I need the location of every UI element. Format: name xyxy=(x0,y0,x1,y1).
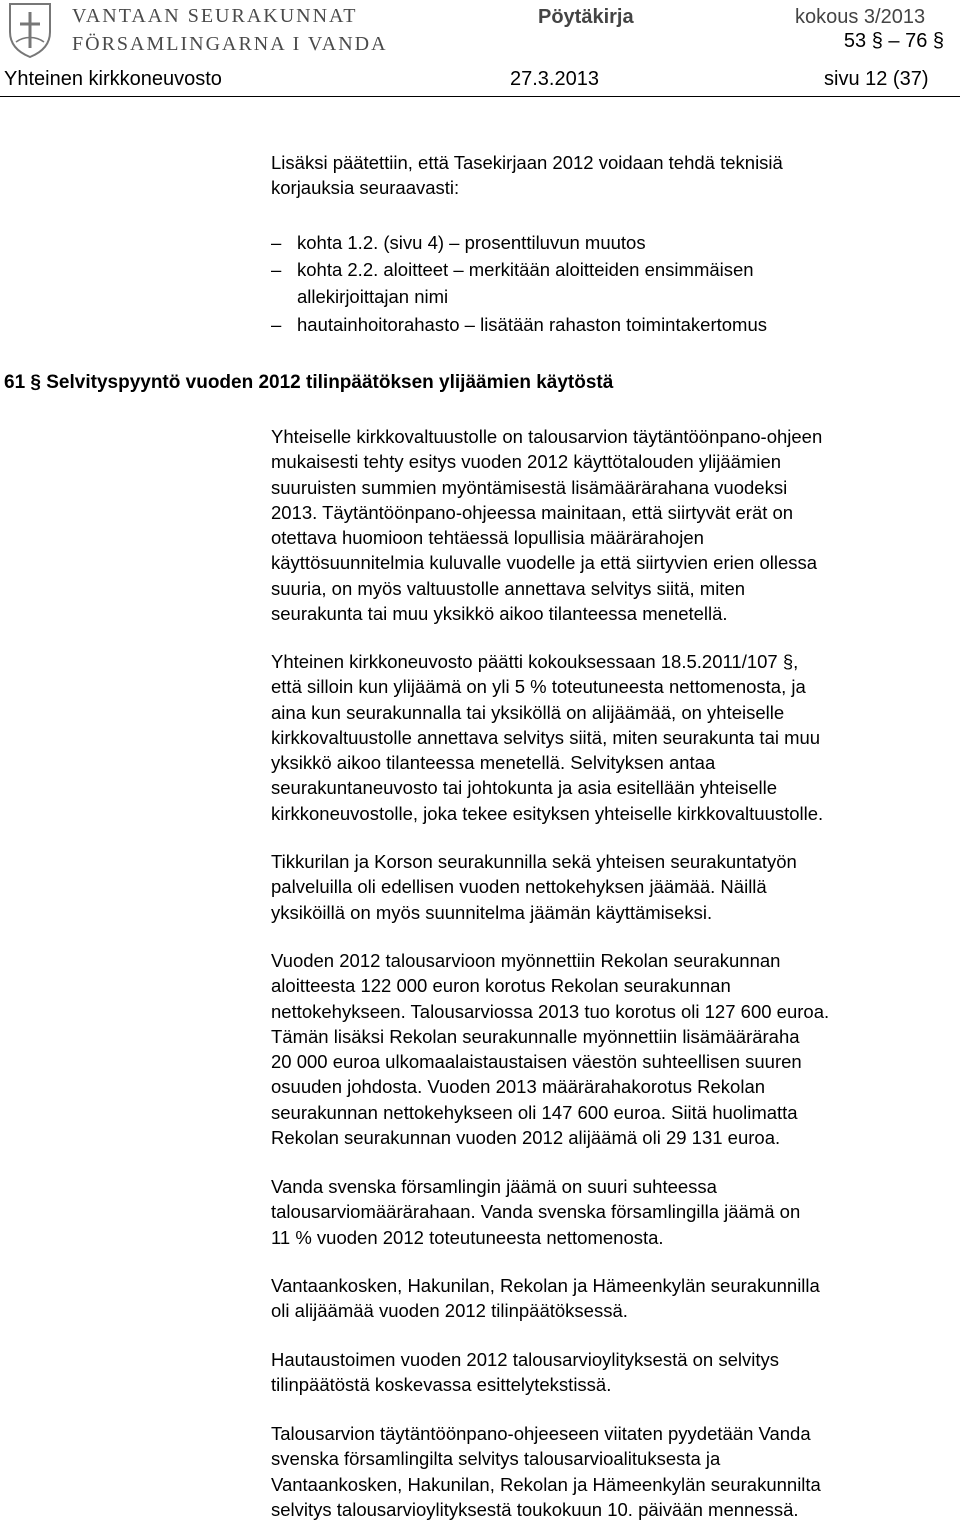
text-line: 20 000 euroa ulkomaalaistaustaisen väestön suhteellisen suuren xyxy=(271,1051,802,1073)
list-dash: – xyxy=(271,314,282,335)
list-dash: – xyxy=(271,232,282,253)
text-line: seurakuntaneuvosto tai johtokunta ja asia esitellään yhteiselle xyxy=(271,777,777,799)
governing-body: Yhteinen kirkkoneuvosto xyxy=(4,68,222,90)
text-line: Rekolan seurakunnan vuoden 2012 alijäämä oli 29 131 euroa. xyxy=(271,1127,781,1149)
list-dash: – xyxy=(271,259,282,280)
list-item-text: kohta 2.2. aloitteet – merkitään aloitteiden ensimmäisen xyxy=(297,259,754,280)
text-line: korjauksia seuraavasti: xyxy=(271,177,460,199)
text-line: kirkkoneuvostolle, joka tekee esityksen yhteiselle kirkkovaltuustolle. xyxy=(271,802,824,824)
section-range: 53 § – 76 § xyxy=(843,30,944,52)
list-item-text: hautainhoitorahasto – lisätään rahaston toimintakertomus xyxy=(297,314,767,335)
text-line: otettava huomioon tehtäessä lopullisia määrärahojen xyxy=(271,527,704,549)
meeting-number: kokous 3/2013 xyxy=(795,6,926,28)
meeting-date: 27.3.2013 xyxy=(510,68,599,90)
text-line: Vantaankosken, Hakunilan, Rekolan ja Hämeenkylän seurakunnilla xyxy=(271,1275,820,1296)
list-item xyxy=(271,230,646,256)
paragraph xyxy=(271,948,951,1150)
text-line: Lisäksi päätettiin, että Tasekirjaan 2012 voidaan tehdä teknisiä xyxy=(271,152,783,173)
text-line: Tämän lisäksi Rekolan seurakunnalle myönnettiin lisämääräraha xyxy=(271,1025,800,1047)
text-line: aloitteesta 122 000 euron korotus Rekolan seurakunnan xyxy=(271,975,731,997)
text-line: Yhteiselle kirkkovaltuustolle on talousarvion täytäntöönpano-ohjeen xyxy=(271,426,823,447)
text-line: seurakunta tai muu yksikkö aikoo tilanteessa menetellä. xyxy=(271,603,728,625)
list-item xyxy=(271,312,767,338)
text-line: Hautaustoimen vuoden 2012 talousarvioylityksestä on selvitys xyxy=(271,1349,780,1370)
list-item xyxy=(271,257,754,283)
text-line: Tikkurilan ja Korson seurakunnilla sekä yhteisen seurakuntatyön xyxy=(271,851,797,872)
text-line: oli alijäämää vuoden 2012 tilinpäätöksessä. xyxy=(271,1300,628,1322)
paragraph xyxy=(271,1421,951,1522)
text-line: mukaisesti tehty esitys vuoden 2012 käyttötalouden ylijäämien xyxy=(271,451,782,473)
text-line: että silloin kun ylijäämä on yli 5 % toteutuneesta nettomenosta, ja xyxy=(271,676,806,698)
paragraph xyxy=(271,649,951,826)
paragraph xyxy=(271,1347,951,1398)
text-line: seurakunnan nettokehykseen oli 147 600 euroa. Siitä huolimatta xyxy=(271,1101,798,1123)
page-number: sivu 12 (37) xyxy=(824,68,929,90)
text-line: Yhteinen kirkkoneuvosto päätti kokouksessaan 18.5.2011/107 §, xyxy=(271,651,799,672)
text-line: Vuoden 2012 talousarvioon myönnettiin Rekolan seurakunnan xyxy=(271,950,781,971)
text-line: yksiköillä on myös suunnitelma jäämän käyttämiseksi. xyxy=(271,901,713,923)
text-line: aina kun seurakunnalla tai yksiköllä on alijäämää, on yhteiselle xyxy=(271,701,785,723)
text-line: nettokehykseen. Talousarviossa 2013 tuo korotus oli 127 600 euroa. xyxy=(271,1000,830,1022)
paragraph xyxy=(271,1273,951,1324)
org-name-finnish: VANTAAN SEURAKUNNAT xyxy=(72,5,358,27)
list-item-continuation: allekirjoittajan nimi xyxy=(297,286,449,307)
header-divider xyxy=(0,96,960,97)
text-line: osuuden johdosta. Vuoden 2013 määrärahakorotus Rekolan xyxy=(271,1076,766,1098)
text-line: yksikkö aikoo tilanteessa menetellä. Selvityksen antaa xyxy=(271,752,716,774)
text-line: Vanda svenska församlingin jäämä on suuri suhteessa xyxy=(271,1176,717,1197)
document-type: Pöytäkirja xyxy=(538,6,634,28)
text-line: 2013. Täytäntöönpano-ohjeessa mainitaan, että siirtyvät erät on xyxy=(271,501,794,523)
text-line: suuria, on myös valtuustolle annettava selvitys siitä, miten xyxy=(271,577,746,599)
section-heading: 61 § Selvityspyyntö vuoden 2012 tilinpäätöksen ylijäämien käytöstä xyxy=(4,372,614,393)
church-logo-icon xyxy=(6,2,54,58)
text-line: tilinpäätöstä koskevassa esittelytekstissä. xyxy=(271,1374,612,1396)
list-item-text: kohta 1.2. (sivu 4) – prosenttiluvun muutos xyxy=(297,232,646,253)
paragraph xyxy=(271,424,951,626)
text-line: kirkkovaltuustolle annettava selvitys siitä, miten seurakunta tai muu xyxy=(271,726,821,748)
paragraph xyxy=(271,849,951,925)
text-line: suuruisten summien myöntämisestä lisämäärärahana vuodeksi xyxy=(271,476,788,498)
text-line: selvitys talousarvioylityksestä toukokuun 10. päivään mennessä. xyxy=(271,1498,799,1520)
paragraph xyxy=(271,1174,951,1250)
org-name-swedish: FÖRSAMLINGARNA I VANDA xyxy=(72,33,388,55)
text-line: palveluilla oli edellisen vuoden nettokehyksen jäämää. Näillä xyxy=(271,876,767,898)
text-line: Vantaankosken, Hakunilan, Rekolan ja Hämeenkylän seurakunnilta xyxy=(271,1473,821,1495)
text-line: svenska församlingilta selvitys talousarvioalituksesta ja xyxy=(271,1448,721,1470)
text-line: 11 % vuoden 2012 toteutuneesta nettomenosta. xyxy=(271,1226,664,1248)
text-line: käyttösuunnitelmia kuluvalle vuodelle ja että siirtyvien erien ollessa xyxy=(271,552,818,574)
text-line: talousarviomäärärahaan. Vanda svenska församlingilla jäämä on xyxy=(271,1201,801,1223)
text-line: Talousarvion täytäntöönpano-ohjeeseen viitaten pyydetään Vanda xyxy=(271,1423,811,1444)
intro-paragraph xyxy=(271,150,951,201)
